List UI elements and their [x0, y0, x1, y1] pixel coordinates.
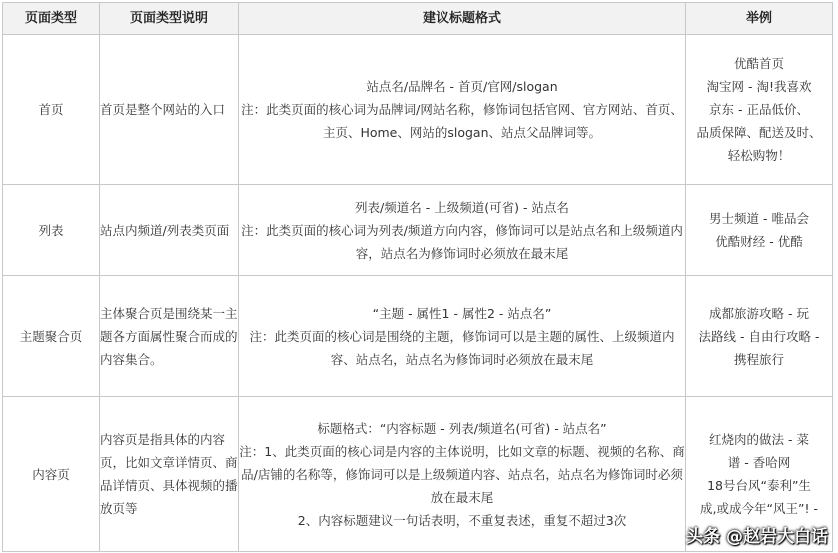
- title-format-line: 标题格式：“内容标题 - 列表/频道名(可省) - 站点名”: [317, 420, 607, 436]
- example-line: 男士频道 - 唯品会: [709, 211, 809, 226]
- title-format-line: 列表/频道名 - 上级频道(可省) - 站点名: [355, 199, 569, 215]
- page-type-cell: 首页: [3, 35, 100, 185]
- page-type-cell: 列表: [3, 185, 100, 276]
- page-desc-cell: 内容页是指具体的内容页，比如文章详情页、商品详情页、具体视频的播放页等: [100, 397, 239, 552]
- example-line: 法路线 - 自由行攻略 -: [698, 328, 820, 344]
- page-type-cell: 内容页: [3, 397, 100, 552]
- example-line: 18号台风“泰利”生: [707, 478, 811, 493]
- title-format-line: “主题 - 属性1 - 属性2 - 站点名”: [372, 305, 552, 321]
- example-line: 携程旅行: [733, 351, 784, 367]
- header-page-type: 页面类型: [3, 3, 100, 35]
- title-format-cell: [239, 35, 686, 185]
- header-example: 举例: [686, 3, 833, 35]
- title-format-cell: [239, 185, 686, 276]
- title-format-cell: [239, 397, 686, 552]
- example-line: 谱 - 香哈网: [727, 455, 791, 470]
- page-type-cell: 主题聚合页: [3, 276, 100, 397]
- title-format-line: 站点名/品牌名 - 首页/官网/slogan: [366, 79, 558, 94]
- page-desc-cell: 首页是整个网站的入口: [100, 35, 239, 185]
- example-line: 优酷首页: [733, 56, 784, 71]
- header-row: [3, 3, 833, 35]
- title-format-note: 注：此类页面的核心词是围绕的主题，修饰词可以是主题的属性、上级频道内容、站点名，站点名为修饰词时必须放在最末尾: [249, 328, 675, 367]
- example-cell: [686, 276, 833, 397]
- title-format-cell: [239, 276, 686, 397]
- watermark: 头条 @赵岩大白话: [686, 527, 828, 547]
- table-row: [3, 185, 833, 276]
- page-desc-cell: 站点内频道/列表类页面: [100, 185, 239, 276]
- example-line: 优酷财经 - 优酷: [715, 234, 803, 249]
- example-cell: [686, 35, 833, 185]
- seo-title-format-table: [2, 2, 833, 552]
- example-cell: [686, 185, 833, 276]
- header-page-desc: 页面类型说明: [100, 3, 239, 35]
- example-line: 淘宝网 - 淘!我喜欢: [706, 79, 812, 94]
- title-format-note: 注：此类页面的核心词为列表/频道方向内容，修饰词可以是站点名和上级频道内容，站点名为修饰词时必须放在最末尾: [241, 222, 683, 261]
- example-line: 品质保障、配送及时、: [696, 125, 822, 140]
- title-format-note: 注：此类页面的核心词为品牌词/网站名称，修饰词包括官网、官方网站、首页、主页、Home、网站的slogan、站点父品牌词等。: [241, 102, 683, 140]
- page-desc-cell: 主体聚合页是围绕某一主题各方面属性聚合而成的内容集合。: [100, 276, 239, 397]
- example-line: 成都旅游攻略 - 玩: [709, 305, 809, 321]
- example-line: 红烧肉的做法 - 菜: [709, 432, 809, 447]
- example-line: 轻松购物！: [727, 148, 791, 163]
- example-line: 京东 - 正品低价、: [709, 102, 809, 117]
- header-title-format: 建议标题格式: [239, 3, 686, 35]
- table-row: [3, 35, 833, 185]
- table-row: [3, 276, 833, 397]
- example-line: 成,或成今年“风王”! -: [700, 501, 818, 516]
- title-format-note: 2、内容标题建议一句话表明，不重复表述，重复不超过3次: [297, 512, 627, 528]
- title-format-note: 注：1、此类页面的核心词是内容的主体说明，比如文章的标题、视频的名称、商品/店铺的名称等，修饰词可以是上级频道内容、站点名，站点名为修饰词时必须放在最末尾: [239, 443, 685, 505]
